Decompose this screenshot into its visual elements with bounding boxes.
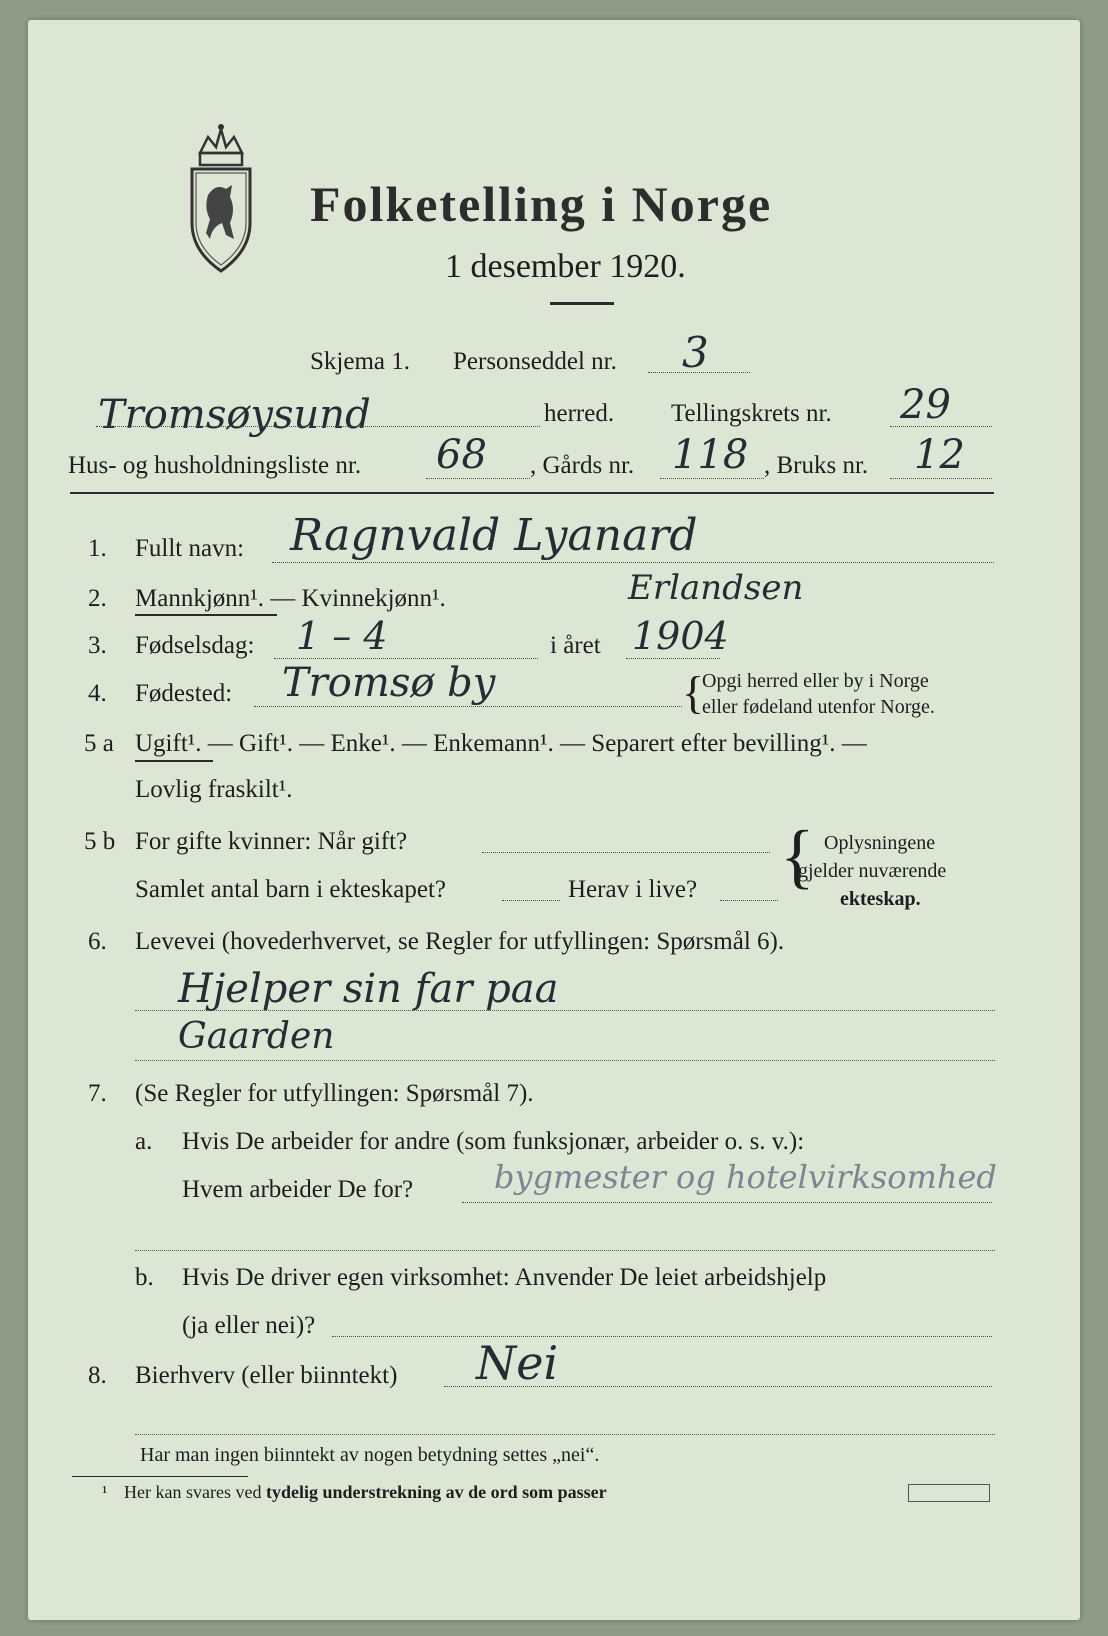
bruks-value[interactable]: 12 (914, 432, 965, 478)
footnote-text (124, 1482, 607, 1503)
q5b-married-field-line (482, 852, 770, 853)
q5b-note-brace: { (780, 816, 815, 896)
footnote-text-a: Her kan svares ved (124, 1482, 262, 1502)
q8-value[interactable]: Nei (476, 1336, 559, 1390)
q3-year-value[interactable]: 1904 (632, 614, 729, 658)
census-date: 1 desember 1920. (445, 248, 686, 285)
q3-day-field-line (274, 658, 538, 659)
footnote-divider (72, 1476, 248, 1477)
q2-label: Mannkjønn¹. — Kvinnekjønn¹. (135, 585, 446, 612)
herred-field-line (96, 426, 540, 427)
q1-number: 1. (88, 535, 107, 562)
q4-label: Fødested: (135, 680, 233, 707)
form-title: Folketelling i Norge (310, 176, 773, 232)
q6-label: Levevei (hovederhvervet, se Regler for utfyllingen: Spørsmål 6). (135, 928, 785, 955)
footer-note: Har man ingen biinntekt av nogen betydning settes „nei“. (140, 1444, 600, 1466)
q5a-underline-ugift (135, 760, 213, 762)
q1-surname-value[interactable]: Erlandsen (628, 568, 804, 608)
q6-number: 6. (88, 928, 107, 955)
title-divider (550, 302, 614, 305)
q5a-line2: Lovlig fraskilt¹. (135, 776, 293, 803)
personseddel-value[interactable]: 3 (682, 328, 709, 377)
q5b-note-line2: gjelder nuværende (798, 860, 947, 882)
q5b-note-line3: ekteskap. (840, 888, 921, 910)
husliste-label: Hus- og husholdningsliste nr. (68, 452, 362, 479)
census-form (28, 20, 1080, 1620)
skjema-label: Skjema 1. (310, 348, 410, 375)
q6-field-line2 (135, 1060, 995, 1061)
q1-name-value[interactable]: Ragnvald Lyanard (290, 510, 698, 561)
q8-number: 8. (88, 1362, 107, 1389)
coat-of-arms-icon (186, 123, 256, 275)
q3-label: Fødselsdag: (135, 632, 255, 659)
q2-number: 2. (88, 585, 107, 612)
gards-label: , Gårds nr. (530, 452, 635, 479)
q4-field-line (254, 706, 682, 707)
q7b-line2: (ja eller nei)? (182, 1312, 316, 1339)
q7a-employer-value[interactable]: bygmester og hotelvirksomhed (494, 1158, 997, 1196)
tellingskrets-value[interactable]: 29 (900, 382, 951, 428)
q6-value-line1[interactable]: Hjelper sin far paa (178, 966, 559, 1012)
q5b-alive-field-line (720, 900, 778, 901)
q4-number: 4. (88, 680, 107, 707)
printer-stamp (908, 1484, 990, 1502)
husliste-value[interactable]: 68 (436, 432, 487, 478)
footnote-text-b: tydelig understrekning av de ord som passer (265, 1482, 607, 1502)
q4-note-brace: { (682, 667, 705, 718)
q5b-number: 5 b (84, 828, 116, 855)
q3-number: 3. (88, 632, 107, 659)
q5a-number: 5 a (84, 730, 114, 757)
herred-label: herred. (544, 400, 615, 427)
q3-day-value[interactable]: 1 – 4 (296, 614, 388, 658)
husliste-field-line (426, 478, 530, 479)
gards-value[interactable]: 118 (672, 432, 749, 478)
gards-field-line (660, 478, 764, 479)
q8-field-line2 (135, 1434, 995, 1435)
q4-birthplace-value[interactable]: Tromsø by (282, 660, 496, 706)
q7b-field-line (332, 1336, 992, 1337)
q7a-letter: a. (135, 1128, 153, 1155)
q5b-children-label: Samlet antal barn i ekteskapet? (135, 876, 446, 903)
q4-note-line2: eller fødeland utenfor Norge. (702, 696, 935, 718)
q7a-field-line1 (462, 1202, 992, 1203)
bruks-label: , Bruks nr. (764, 452, 869, 479)
q7a-line2: Hvem arbeider De for? (182, 1176, 414, 1203)
herred-value[interactable]: Tromsøysund (98, 392, 371, 438)
personseddel-label: Personseddel nr. (453, 348, 617, 375)
q1-field-line (272, 562, 994, 563)
q7-number: 7. (88, 1080, 107, 1107)
q3-year-field-line (626, 658, 720, 659)
header-separator (70, 492, 994, 494)
q2-underline-mannkjonn (135, 614, 277, 616)
q7a-line1: Hvis De arbeider for andre (som funksjonær, arbeider o. s. v.): (182, 1128, 805, 1155)
q5a-line1: Ugift¹. — Gift¹. — Enke¹. — Enkemann¹. — Separert efter bevilling¹. — (135, 730, 867, 757)
q3-year-label: i året (550, 632, 601, 659)
q1-label: Fullt navn: (135, 535, 245, 562)
footnote-mark: ¹ (102, 1482, 108, 1502)
q5b-alive-label: Herav i live? (568, 876, 698, 903)
q7-label: (Se Regler for utfyllingen: Spørsmål 7). (135, 1080, 534, 1107)
tellingskrets-label: Tellingskrets nr. (671, 400, 832, 427)
q8-label: Bierhverv (eller biinntekt) (135, 1362, 398, 1389)
q5b-line1: For gifte kvinner: Når gift? (135, 828, 408, 855)
q7a-field-line2 (135, 1250, 995, 1251)
q6-value-line2[interactable]: Gaarden (178, 1016, 335, 1057)
q7b-letter: b. (135, 1264, 154, 1291)
bruks-field-line (890, 478, 992, 479)
q4-note-line1: Opgi herred eller by i Norge (702, 670, 929, 692)
q5b-children-field-line (502, 900, 560, 901)
q5b-note-line1: Oplysningene (824, 832, 936, 854)
q6-field-line1 (135, 1010, 995, 1011)
q7b-line1: Hvis De driver egen virksomhet: Anvender De leiet arbeidshjelp (182, 1264, 827, 1291)
